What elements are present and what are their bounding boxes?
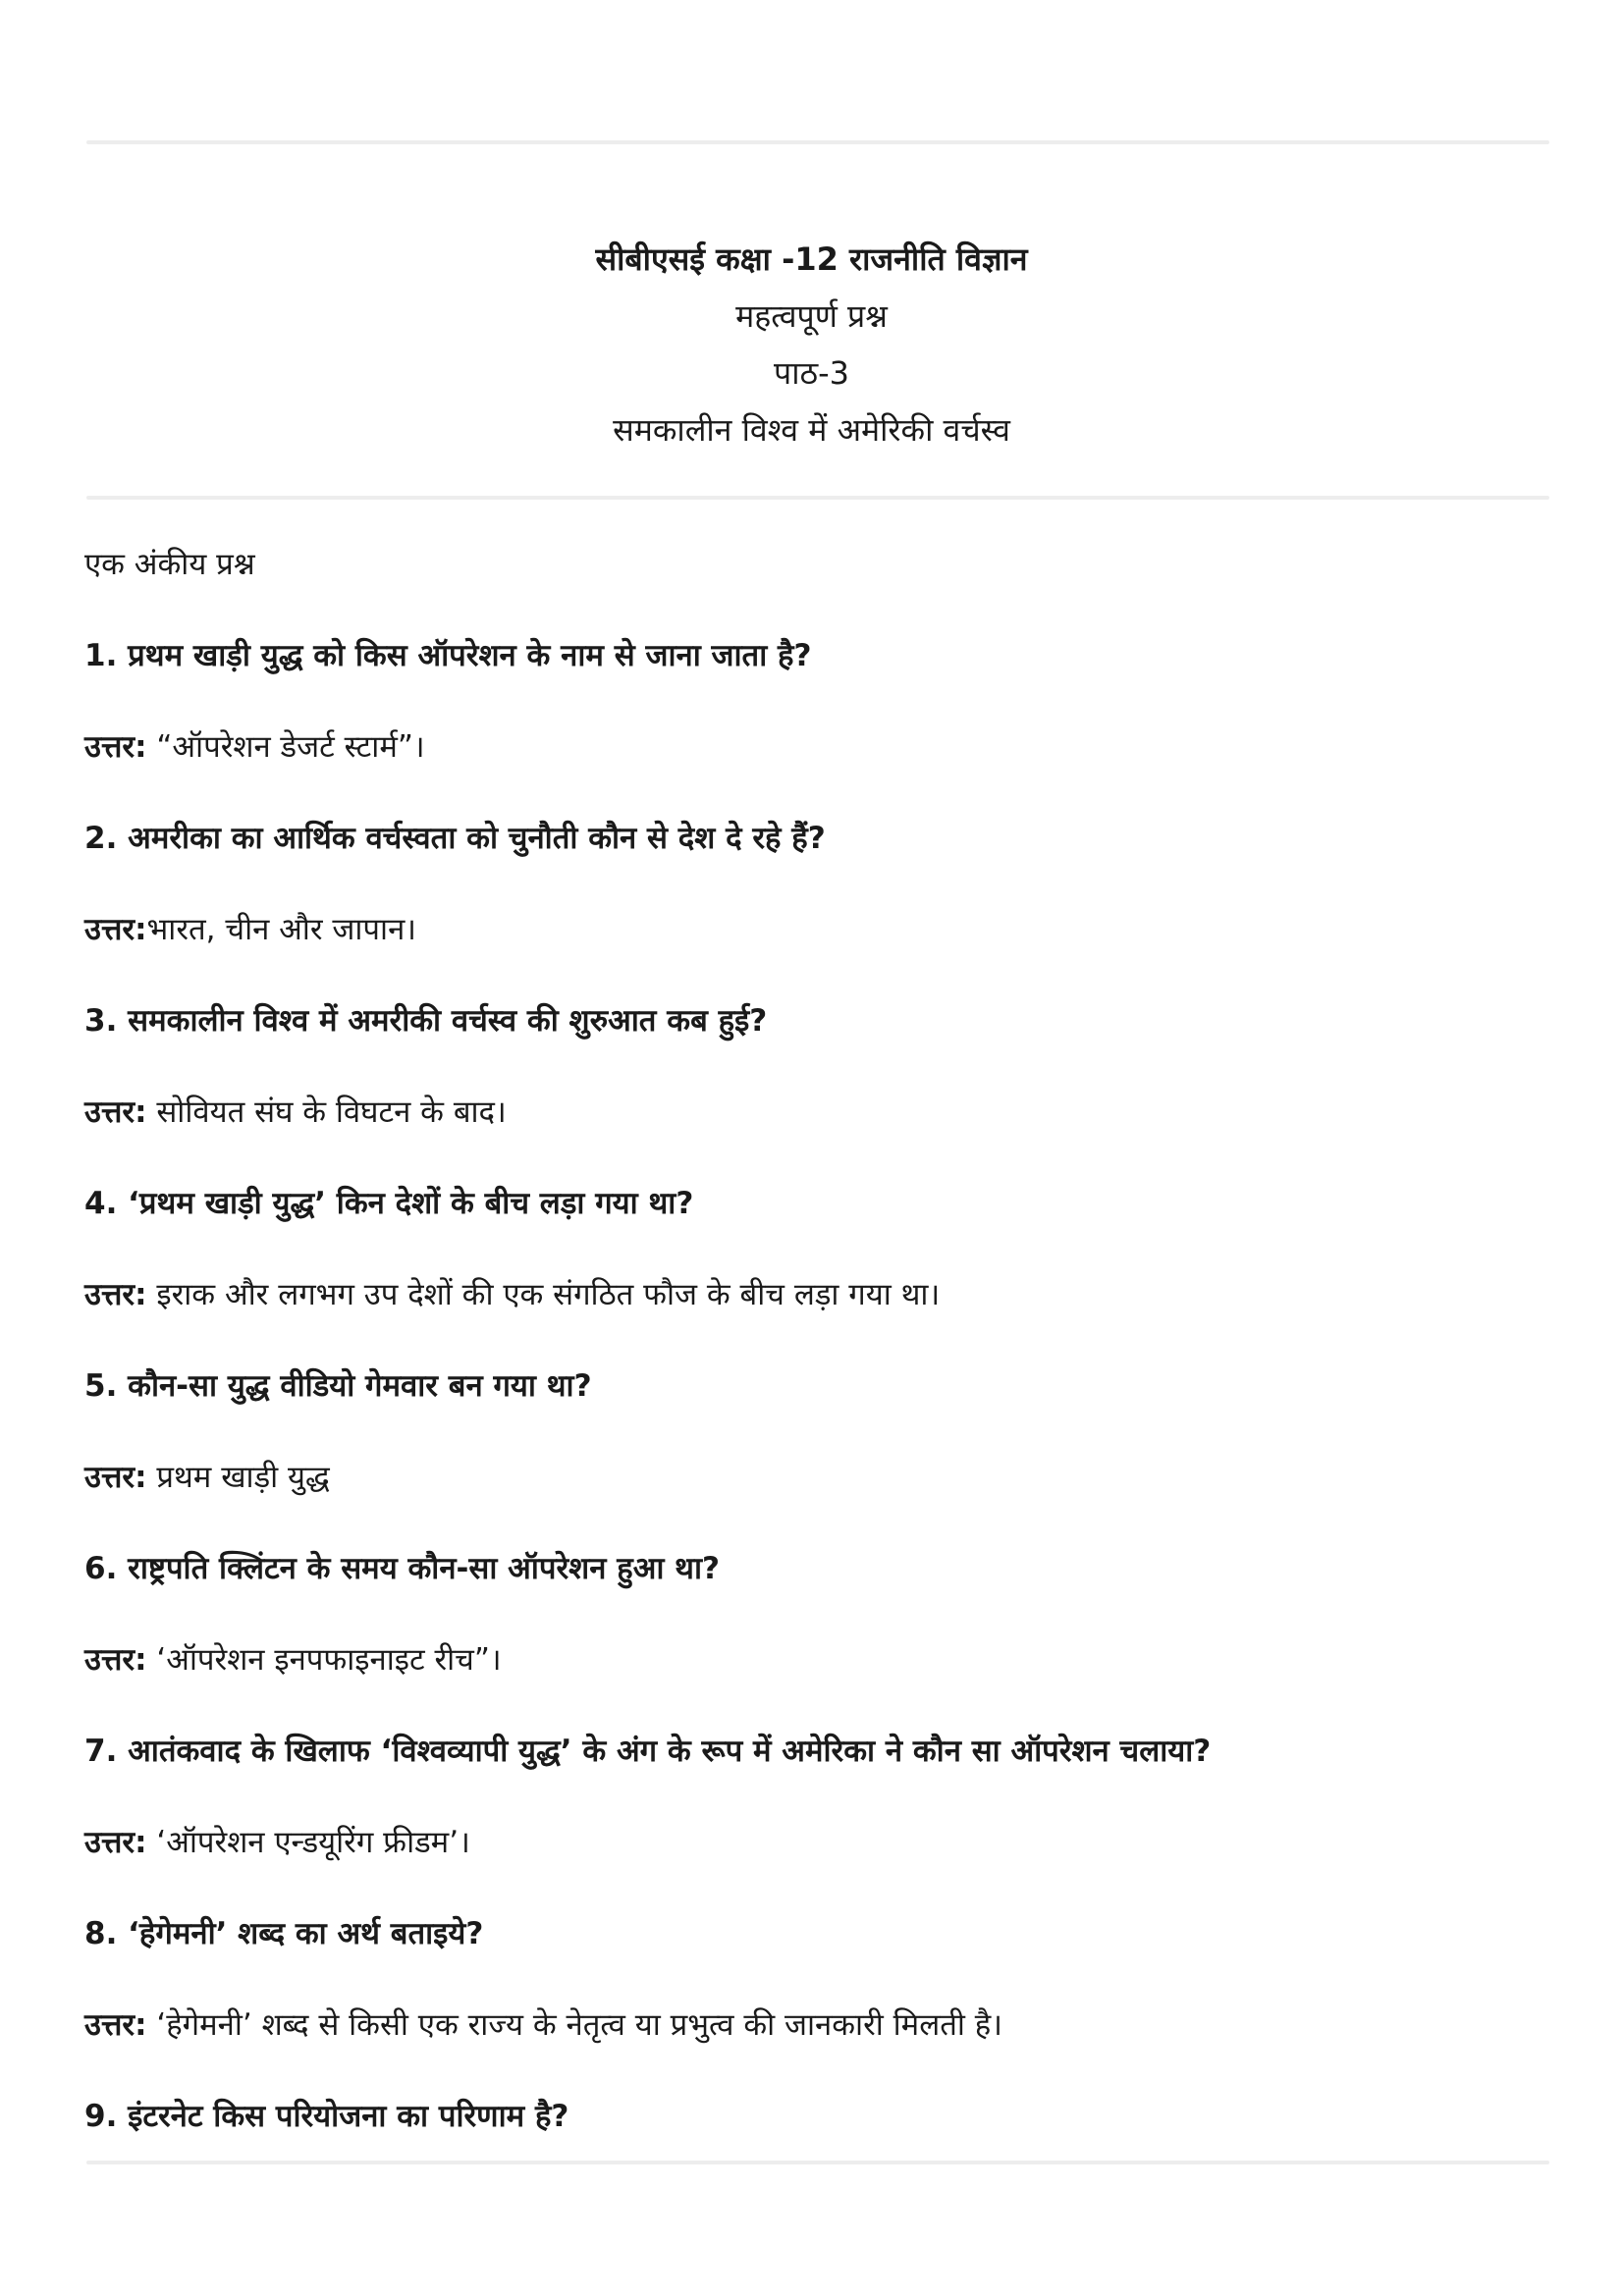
answer-body: प्रथम खाड़ी युद्ध [146, 1460, 330, 1495]
header-chapter-number: पाठ-3 [774, 354, 849, 392]
answer-body: सोवियत संघ के विघटन के बाद। [146, 1095, 507, 1130]
question-list [84, 535, 1538, 2178]
answer-body: “ऑपरेशन डेजर्ट स्टार्म”। [146, 729, 425, 765]
section-title: एक अंकीय प्रश्न [84, 547, 255, 582]
answer-label: उत्तर: [84, 1642, 147, 1678]
answer-text [84, 718, 1538, 776]
qa-item-5 [84, 1357, 1538, 1507]
answer-body: ‘ऑपरेशन एन्डयूरिंग फ्रीडम’। [146, 1825, 470, 1860]
qa-item-3 [84, 991, 1538, 1142]
answer-text [84, 1813, 1538, 1872]
answer-label: उत्तर: [84, 1277, 147, 1312]
header-important-questions: महत्वपूर्ण प्रश्न [735, 297, 888, 335]
answer-label: उत्तर: [84, 912, 147, 947]
question-text: 1. प्रथम खाड़ी युद्ध को किस ऑपरेशन के नाम से जाना जाता है? [84, 638, 812, 673]
answer-label: उत्तर: [84, 1825, 147, 1860]
question-text: 5. कौन-सा युद्ध वीडियो गेमवार बन गया था? [84, 1368, 592, 1404]
answer-body: ‘हेगेमनी’ शब्द से किसी एक राज्य के नेतृत्व या प्रभुत्व की जानकारी मिलती है। [146, 2007, 1002, 2043]
question-text: 3. समकालीन विश्व में अमरीकी वर्चस्व की शुरुआत कब हुई? [84, 1003, 768, 1039]
question-text: 2. अमरीका का आर्थिक वर्चस्वता को चुनौती कौन से देश दे रहे हैं? [84, 821, 826, 856]
answer-body: ‘ऑपरेशन इनपफाइनाइट रीच”। [146, 1642, 502, 1678]
answer-text [84, 900, 1538, 959]
question-text: 6. राष्ट्रपति क्लिंटन के समय कौन-सा ऑपरेशन हुआ था? [84, 1551, 720, 1586]
qa-item-6 [84, 1539, 1538, 1689]
qa-item-7 [84, 1722, 1538, 1872]
document-header [0, 231, 1623, 458]
qa-item-2 [84, 809, 1538, 959]
question-text: 8. ‘हेगेमनी’ शब्द का अर्थ बताइये? [84, 1916, 484, 1951]
answer-text [84, 1265, 1538, 1324]
answer-body: इराक और लगभग उप देशों की एक संगठित फौज के बीच लड़ा गया था। [146, 1277, 941, 1312]
answer-label: उत्तर: [84, 2007, 147, 2043]
header-board-class-subject: सीबीएसई कक्षा -12 राजनीति विज्ञान [595, 240, 1028, 278]
header-divider [86, 496, 1549, 500]
answer-label: उत्तर: [84, 1095, 147, 1130]
qa-item-8 [84, 1904, 1538, 2055]
question-text: 9. इंटरनेट किस परियोजना का परिणाम है? [84, 2099, 569, 2134]
qa-item-9 [84, 2087, 1538, 2146]
question-text: 7. आतंकवाद के खिलाफ ‘विश्वव्यापी युद्ध’ के अंग के रूप में अमेरिका ने कौन सा ऑपरेशन चलाया? [84, 1734, 1212, 1769]
bottom-divider [86, 2161, 1549, 2164]
answer-label: उत्तर: [84, 1460, 147, 1495]
top-divider [86, 140, 1549, 144]
qa-item-4 [84, 1174, 1538, 1324]
answer-body: भारत, चीन और जापान। [146, 912, 417, 947]
answer-text [84, 1083, 1538, 1142]
question-text: 4. ‘प्रथम खाड़ी युद्ध’ किन देशों के बीच लड़ा गया था? [84, 1186, 694, 1221]
header-chapter-title: समकालीन विश्व में अमेरिकी वर्चस्व [613, 411, 1010, 449]
qa-item-1 [84, 626, 1538, 776]
answer-label: उत्तर: [84, 729, 147, 765]
answer-text [84, 1996, 1538, 2055]
answer-text [84, 1630, 1538, 1689]
answer-text [84, 1448, 1538, 1507]
